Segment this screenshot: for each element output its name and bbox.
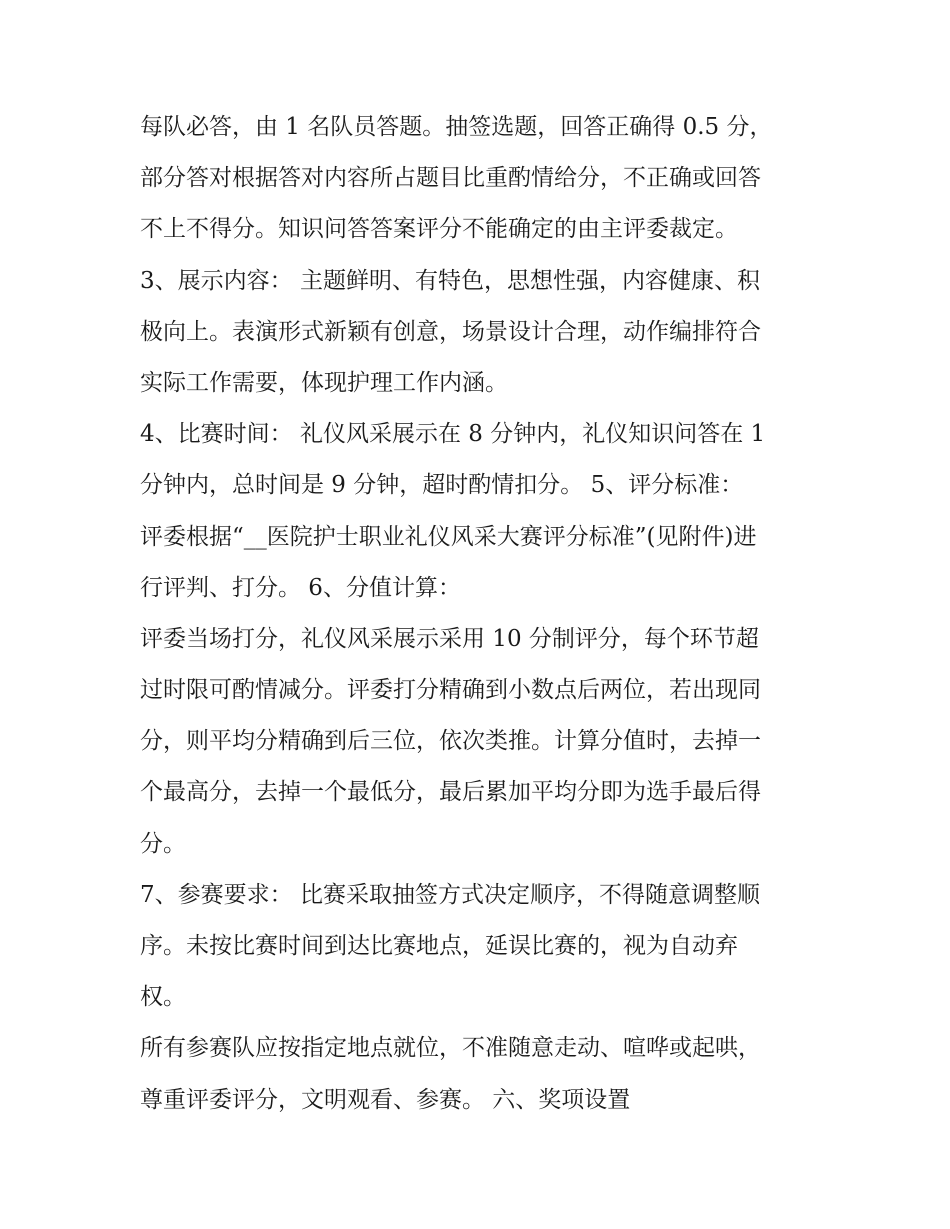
text-line: 部分答对根据答对内容所占题目比重酌情给分，不正确或回答 [140, 165, 761, 192]
text-line: 7、参赛要求： 比赛采取抽签方式决定顺序，不得随意调整顺 [140, 881, 760, 908]
text-line: 极向上。表演形式新颖有创意，场景设计合理，动作编排符合 [140, 318, 761, 345]
text-line: 行评判、打分。 6、分值计算： [140, 574, 461, 601]
text-line: 实际工作需要，体现护理工作内涵。 [140, 369, 508, 396]
text-line: 不上不得分。知识问答答案评分不能确定的由主评委裁定。 [140, 216, 738, 243]
text-line: 序。未按比赛时间到达比赛地点，延误比赛的，视为自动弃 [140, 933, 738, 959]
text-line: 4、比赛时间： 礼仪风采展示在 8 分钟内，礼仪知识问答在 1 [140, 421, 766, 448]
text-line: 所有参赛队应按指定地点就位，不准随意走动、喧哗或起哄， [140, 1035, 761, 1062]
text-line: 评委根据“__医院护士职业礼仪风采大赛评分标准”(见附件)进 [140, 523, 757, 550]
text-line: 过时限可酌情减分。评委打分精确到小数点后两位，若出现同 [140, 677, 761, 704]
text-line: 分。 [140, 830, 186, 857]
text-line: 3、展示内容： 主题鲜明、有特色，思想性强，内容健康、积 [140, 267, 760, 294]
text-line: 分，则平均分精确到后三位，依次类推。计算分值时，去掉一 [140, 728, 761, 755]
text-line: 个最高分，去掉一个最低分，最后累加平均分即为选手最后得 [140, 779, 761, 806]
text-line: 分钟内，总时间是 9 分钟，超时酌情扣分。 5、评分标准： [140, 472, 744, 499]
text-line: 每队必答，由 1 名队员答题。抽签选题，回答正确得 0.5 分， [140, 114, 773, 140]
document-body [140, 102, 820, 1126]
text-line: 权。 [140, 984, 186, 1011]
text-line: 尊重评委评分，文明观看、参赛。 六、奖项设置 [140, 1086, 631, 1113]
text-line: 评委当场打分，礼仪风采展示采用 10 分制评分，每个环节超 [140, 625, 759, 652]
